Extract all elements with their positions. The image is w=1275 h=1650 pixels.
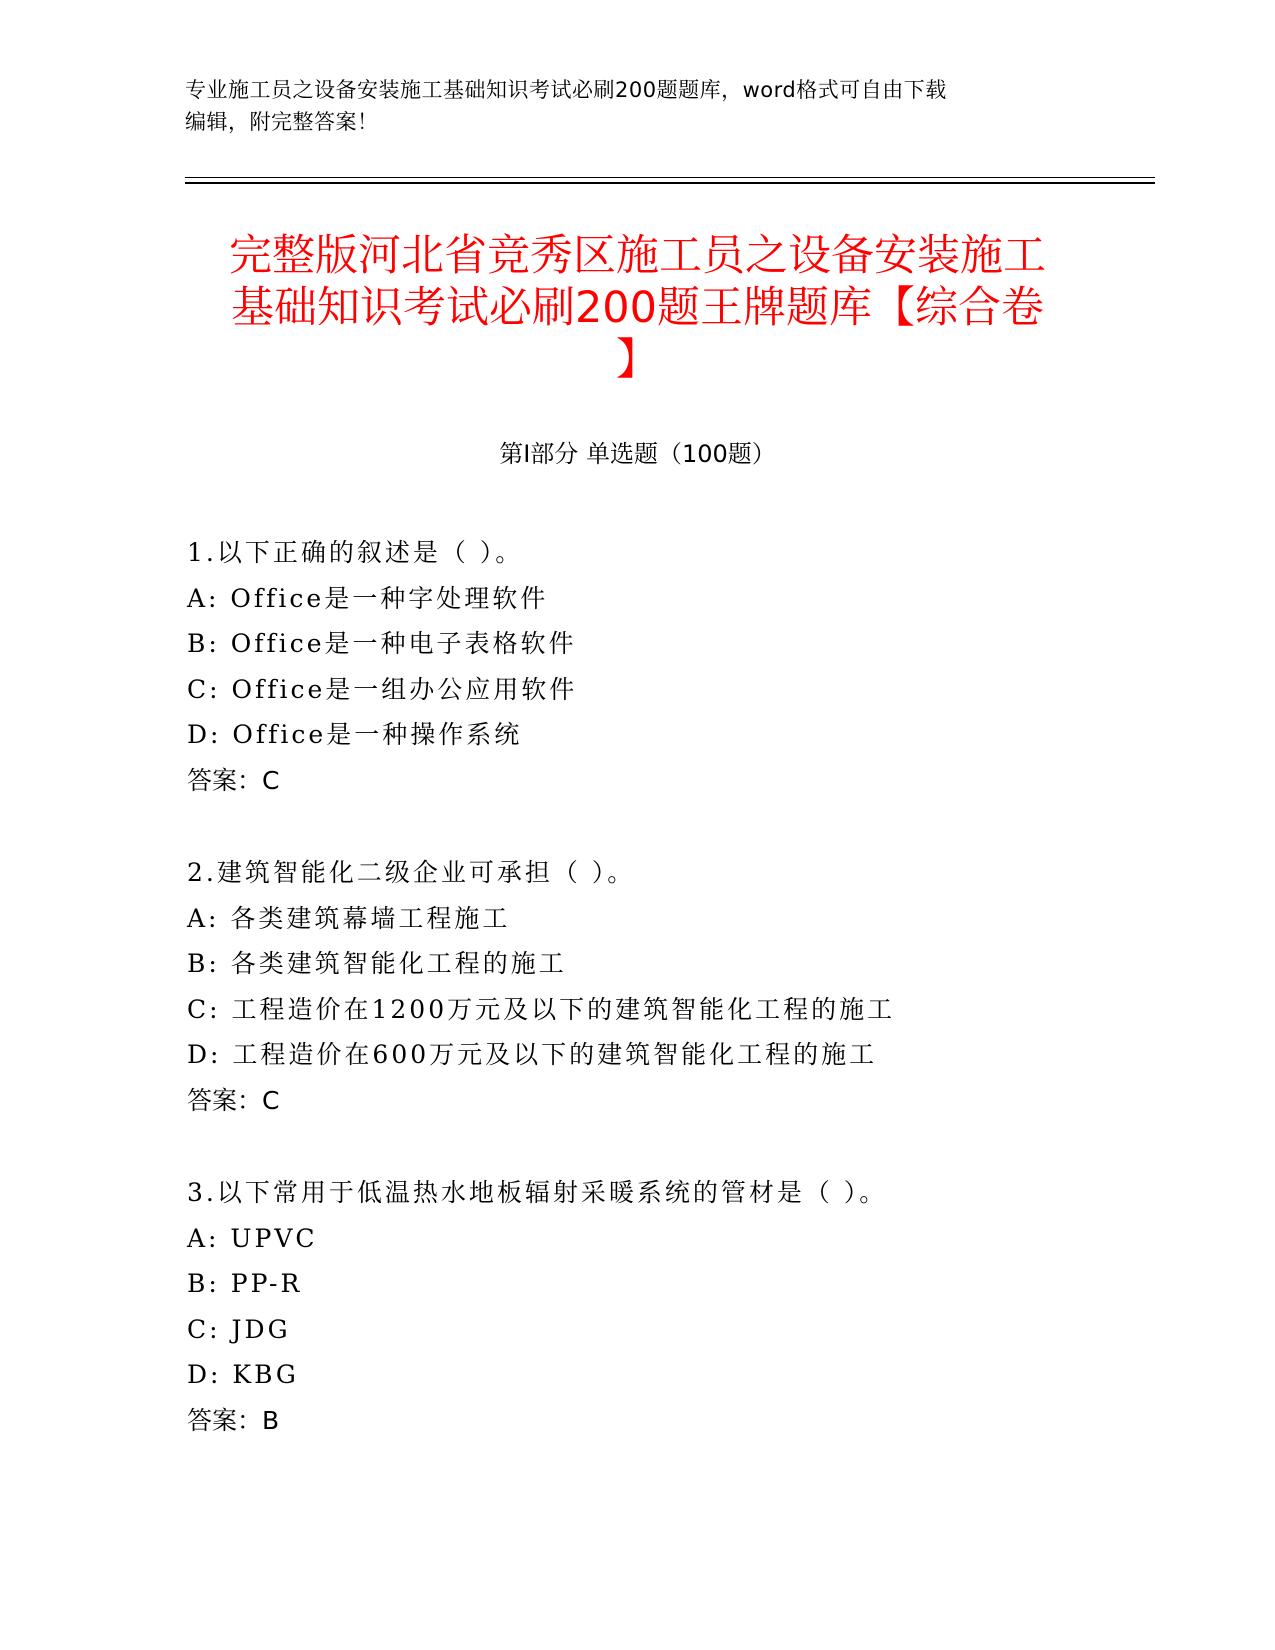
header-note bbox=[185, 74, 1085, 138]
option-b: B: Office是一种电子表格软件 bbox=[187, 629, 577, 658]
question-list bbox=[187, 530, 1137, 1490]
section-title: 第I部分 单选题（100题） bbox=[499, 440, 776, 468]
option-a: A: 各类建筑幕墙工程施工 bbox=[187, 903, 511, 933]
header-divider-thick bbox=[185, 182, 1155, 184]
header-note-line-2: 编辑，附完整答案！ bbox=[185, 110, 379, 134]
option-d: D: Office是一种操作系统 bbox=[187, 720, 523, 749]
option-d: D: KBG bbox=[187, 1360, 299, 1389]
document-title bbox=[150, 230, 1125, 386]
document-title-line-2: 基础知识考试必刷200题王牌题库【综合卷 bbox=[230, 283, 1045, 333]
option-a: A: UPVC bbox=[187, 1223, 318, 1253]
option-c: C: Office是一组办公应用软件 bbox=[187, 674, 578, 704]
question-stem: 1.以下正确的叙述是（ ）。 bbox=[187, 538, 524, 567]
option-a: A: Office是一种字处理软件 bbox=[187, 583, 549, 613]
answer: 答案：C bbox=[187, 765, 280, 795]
answer: 答案：B bbox=[187, 1405, 280, 1435]
option-c: C: 工程造价在1200万元及以下的建筑智能化工程的施工 bbox=[187, 994, 896, 1024]
question-3 bbox=[187, 1170, 1137, 1443]
question-stem: 3.以下常用于低温热水地板辐射采暖系统的管材是（ ）。 bbox=[187, 1178, 888, 1207]
answer: 答案：C bbox=[187, 1085, 280, 1115]
question-1 bbox=[187, 530, 1137, 803]
header-divider-thin bbox=[185, 177, 1155, 178]
option-b: B: PP-R bbox=[187, 1269, 303, 1298]
option-c: C: JDG bbox=[187, 1314, 291, 1344]
option-b: B: 各类建筑智能化工程的施工 bbox=[187, 949, 567, 978]
header-note-line-1: 专业施工员之设备安装施工基础知识考试必刷200题题库，word格式可自由下载 bbox=[185, 78, 947, 102]
document-title-line-1: 完整版河北省竞秀区施工员之设备安装施工 bbox=[229, 231, 1046, 281]
document-title-line-3: 】 bbox=[616, 335, 659, 385]
option-d: D: 工程造价在600万元及以下的建筑智能化工程的施工 bbox=[187, 1040, 878, 1069]
question-stem: 2.建筑智能化二级企业可承担（ ）。 bbox=[187, 858, 636, 887]
question-2 bbox=[187, 850, 1137, 1123]
